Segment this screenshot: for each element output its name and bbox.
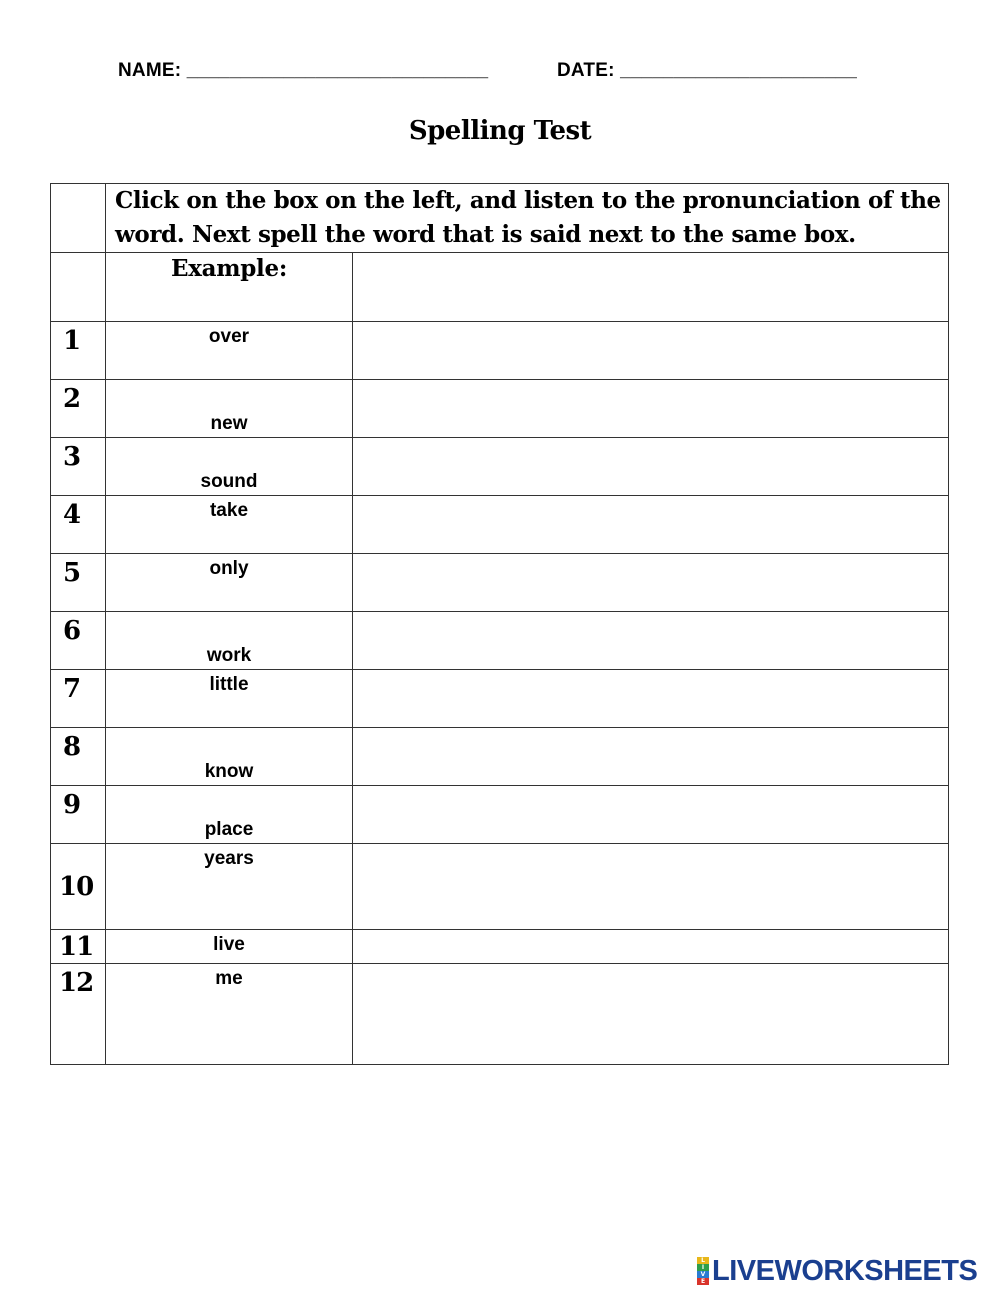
table-row (51, 786, 949, 844)
audio-word-box[interactable]: place (106, 786, 353, 844)
answer-box[interactable] (353, 322, 949, 380)
instructions-row (51, 184, 949, 253)
audio-word-box[interactable]: only (106, 554, 353, 612)
row-number: 10 (51, 844, 106, 930)
row-number: 11 (51, 930, 106, 964)
instructions-text: Click on the box on the left, and listen to the pronunciation of the word. Next spell the word that is said next to the same box. (106, 184, 949, 253)
example-answer-box[interactable] (353, 253, 949, 322)
answer-box[interactable] (353, 438, 949, 496)
date-field-label: DATE: ______________________ (557, 60, 857, 81)
table-row (51, 380, 949, 438)
table-row (51, 964, 949, 1065)
audio-word-box[interactable]: years (106, 844, 353, 930)
audio-word-box[interactable]: sound (106, 438, 353, 496)
audio-word-box[interactable]: know (106, 728, 353, 786)
row-number: 3 (51, 438, 106, 496)
answer-box[interactable] (353, 930, 949, 964)
audio-word-box[interactable]: take (106, 496, 353, 554)
row-number: 4 (51, 496, 106, 554)
row-number: 2 (51, 380, 106, 438)
blank-cell (51, 253, 106, 322)
row-number: 1 (51, 322, 106, 380)
table-row (51, 844, 949, 930)
answer-box[interactable] (353, 728, 949, 786)
audio-word-box[interactable]: work (106, 612, 353, 670)
logo-mark-letter: V (697, 1271, 709, 1278)
audio-word-box[interactable]: live (106, 930, 353, 964)
spelling-test-table (50, 183, 949, 1065)
answer-box[interactable] (353, 786, 949, 844)
answer-box[interactable] (353, 964, 949, 1065)
row-number: 9 (51, 786, 106, 844)
table-row (51, 930, 949, 964)
answer-box[interactable] (353, 380, 949, 438)
answer-box[interactable] (353, 554, 949, 612)
logo-mark-letter: I (697, 1264, 709, 1271)
page-title: Spelling Test (408, 116, 592, 146)
example-row (51, 253, 949, 322)
audio-word-box[interactable]: new (106, 380, 353, 438)
table-row (51, 322, 949, 380)
logo-mark-letter: E (697, 1278, 709, 1285)
logo-text: LIVEWORKSHEETS (712, 1254, 978, 1287)
table-row (51, 496, 949, 554)
example-label: Example: (106, 253, 353, 322)
audio-word-box[interactable]: me (106, 964, 353, 1065)
table-row (51, 612, 949, 670)
answer-box[interactable] (353, 670, 949, 728)
row-number: 7 (51, 670, 106, 728)
table-row (51, 670, 949, 728)
row-number: 6 (51, 612, 106, 670)
answer-box[interactable] (353, 496, 949, 554)
audio-word-box[interactable]: little (106, 670, 353, 728)
name-field-label: NAME: ____________________________ (118, 60, 489, 81)
row-number: 8 (51, 728, 106, 786)
table-row (51, 554, 949, 612)
logo-mark-letter: L (697, 1257, 709, 1264)
table-row (51, 438, 949, 496)
answer-box[interactable] (353, 612, 949, 670)
answer-box[interactable] (353, 844, 949, 930)
row-number: 5 (51, 554, 106, 612)
table-row (51, 728, 949, 786)
audio-word-box[interactable]: over (106, 322, 353, 380)
blank-cell (51, 184, 106, 253)
logo-mark-icon (697, 1257, 709, 1285)
liveworksheets-logo (697, 1254, 978, 1287)
row-number: 12 (51, 964, 106, 1065)
